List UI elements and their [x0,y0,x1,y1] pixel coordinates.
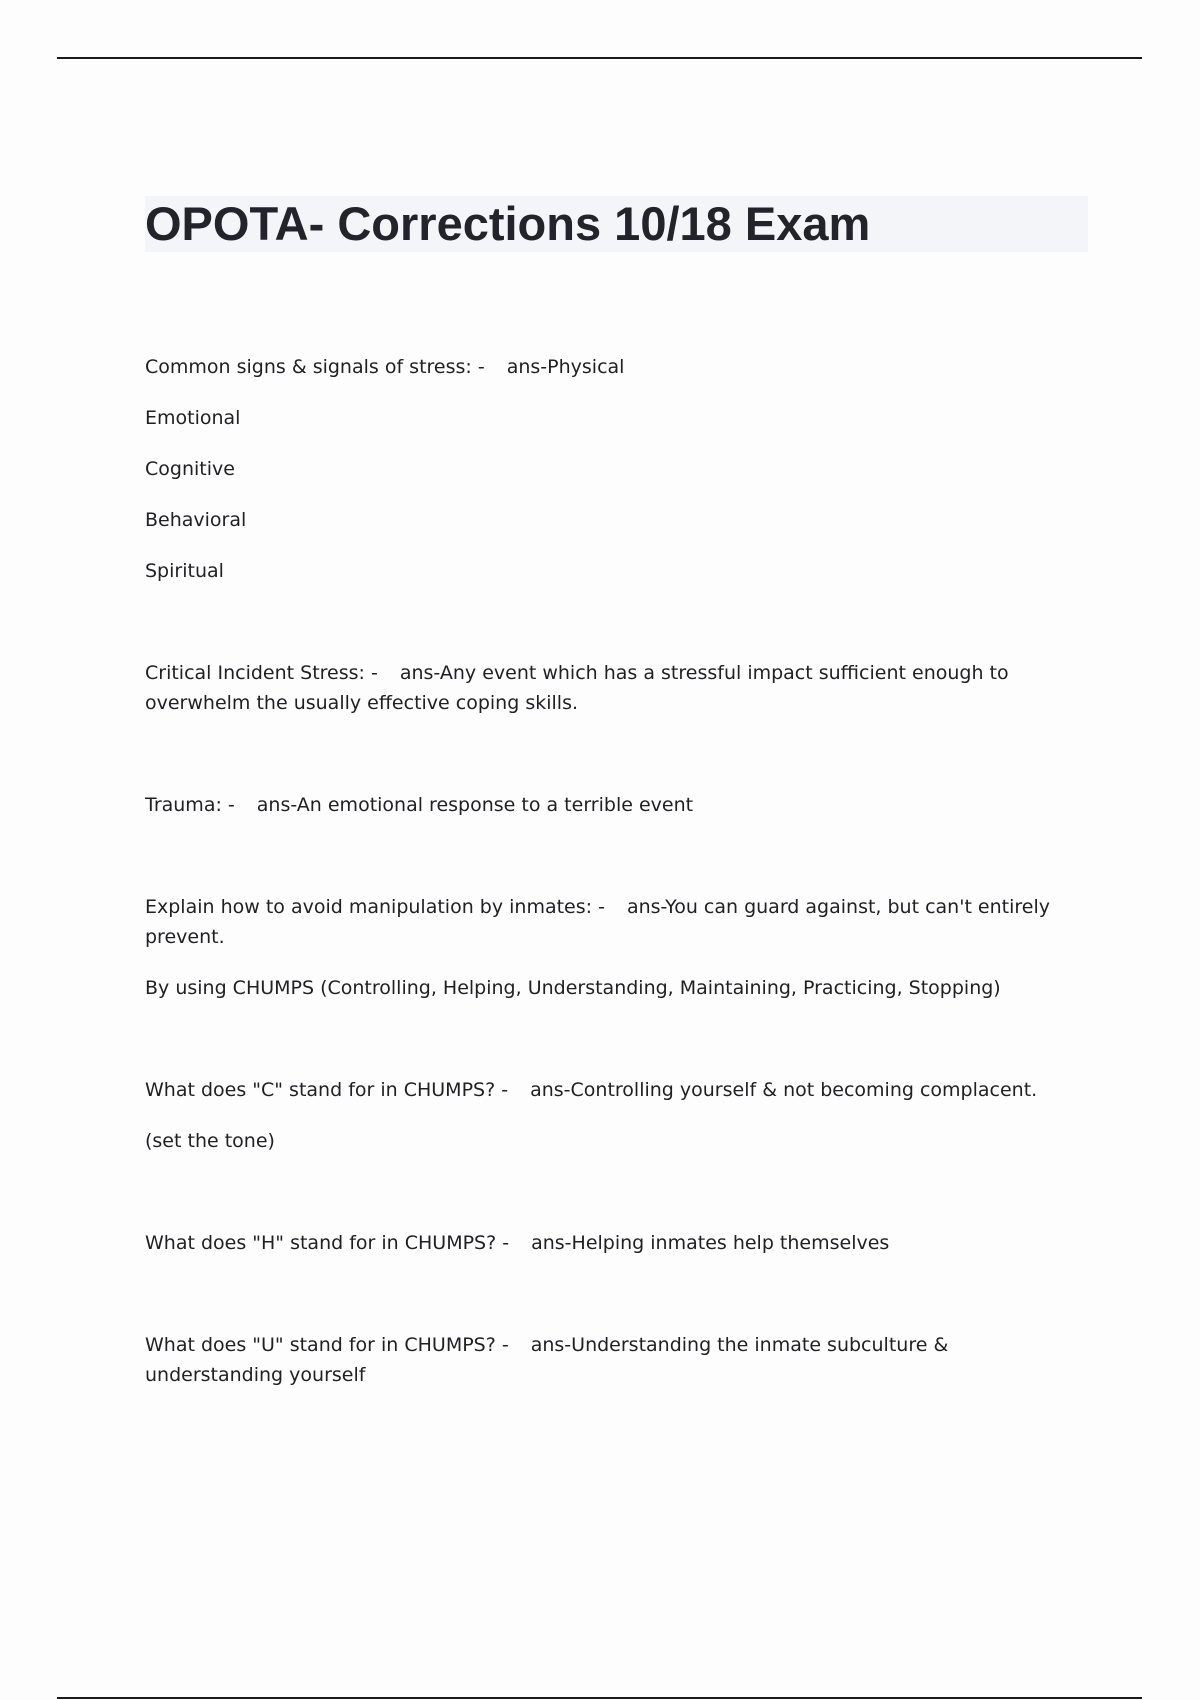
qa-entry [145,1228,1085,1258]
question-text: What does "C" stand for in CHUMPS? - [145,1079,509,1101]
qa-entry [145,352,1085,586]
answer-continuation: Emotional [145,407,241,429]
qa-line [145,1075,1085,1105]
qa-line [145,658,1085,718]
bottom-rule [57,1697,1142,1699]
answer-text: ans-Helping inmates help themselves [531,1232,890,1254]
answer-text: ans-An emotional response to a terrible event [256,794,694,816]
qa-line [145,352,1085,382]
page-title: OPOTA- Corrections 10/18 Exam [145,197,871,250]
question-text: Common signs & signals of stress: - [145,356,485,378]
question-text: What does "U" stand for in CHUMPS? - [145,1334,509,1356]
answer-continuation: Spiritual [145,560,224,582]
qa-line [145,1228,1085,1258]
qa-entry [145,658,1085,718]
question-text: Critical Incident Stress: - [145,662,378,684]
answer-text: ans-Controlling yourself & not becoming complacent. [530,1079,1038,1101]
qa-line [145,790,1085,820]
qa-line [145,892,1085,952]
answer-continuation: (set the tone) [145,1130,275,1152]
answer-continuation: By using CHUMPS (Controlling, Helping, Understanding, Maintaining, Practicing, Stopping) [145,977,1001,999]
question-text: Trauma: - [145,794,235,816]
qa-entry [145,1330,1085,1390]
answer-text: ans-Any event which has a stressful impact sufficient enough to overwhelm the usually effective coping skills. [145,662,1009,714]
answer-text: ans-Physical [506,356,625,378]
question-text: Explain how to avoid manipulation by inmates: - [145,896,605,918]
answer-continuation: Cognitive [145,458,235,480]
answer-text: ans-You can guard against, but can't entirely prevent. [145,896,1051,948]
answer-continuation: Behavioral [145,509,247,531]
top-rule [57,57,1142,59]
qa-entry [145,892,1085,1003]
qa-entry [145,790,1085,820]
question-text: What does "H" stand for in CHUMPS? - [145,1232,510,1254]
answer-text: ans-Understanding the inmate subculture & understanding yourself [145,1334,949,1386]
qa-line [145,1330,1085,1390]
qa-content [145,352,1085,1390]
qa-entry [145,1075,1085,1156]
